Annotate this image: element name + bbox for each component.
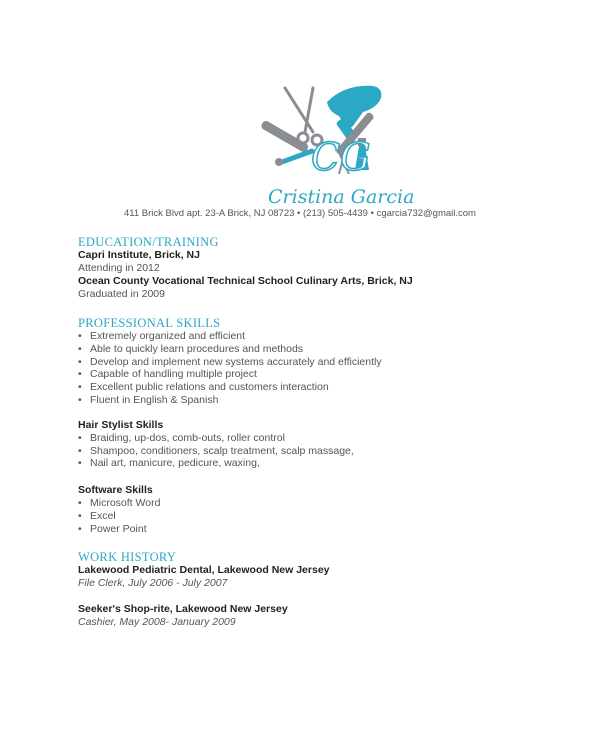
education-title: EDUCATION/TRAINING: [78, 235, 219, 249]
list-item: • Able to quickly learn procedures and methods: [78, 343, 538, 356]
list-item: • Extremely organized and efficient: [78, 330, 538, 343]
list-item: • Power Point: [78, 523, 538, 536]
work-role: Cashier, May 2008- January 2009: [78, 616, 236, 628]
software-skills-list: [78, 497, 538, 535]
skills-section: [78, 316, 538, 536]
work-role: File Clerk, July 2006 - July 2007: [78, 577, 228, 589]
contact-line: 411 Brick Blvd apt. 23-A Brick, NJ 08723 • (213) 505-4439 • cgarcia732@gmail.com: [124, 208, 476, 219]
work-employer: Seeker's Shop-rite, Lakewood New Jersey: [78, 603, 288, 615]
list-item: • Microsoft Word: [78, 497, 538, 510]
makeup-brush-icon: [275, 148, 315, 166]
list-item: • Nail art, manicure, pedicure, waxing,: [78, 457, 538, 470]
header-name: Cristina Garcia: [268, 186, 415, 208]
list-item: • Excel: [78, 510, 538, 523]
education-detail: Attending in 2012: [78, 262, 160, 274]
work-employer: Lakewood Pediatric Dental, Lakewood New Jersey: [78, 564, 330, 576]
skills-list: [78, 330, 538, 407]
work-title: WORK HISTORY: [78, 550, 177, 564]
list-item: • Capable of handling multiple project: [78, 368, 538, 381]
education-school: Ocean County Vocational Technical School Culinary Arts, Brick, NJ: [78, 275, 413, 287]
list-item: • Shampoo, conditioners, scalp treatment, scalp massage,: [78, 445, 538, 458]
software-skills-title: Software Skills: [78, 484, 153, 497]
hair-skills-title: Hair Stylist Skills: [78, 418, 164, 431]
salon-tools-logo: [255, 82, 395, 202]
logo-monogram: CG: [311, 135, 371, 179]
education-school: Capri Institute, Brick, NJ: [78, 249, 200, 261]
list-item: • Fluent in English & Spanish: [78, 394, 538, 407]
list-item: • Excellent public relations and customers interaction: [78, 381, 538, 394]
education-section: [78, 235, 538, 301]
brush-icon: [260, 120, 310, 154]
list-item: • Develop and implement new systems accurately and efficiently: [78, 356, 538, 369]
hair-skills-list: [78, 432, 538, 470]
list-item: • Braiding, up-dos, comb-outs, roller control: [78, 432, 538, 445]
education-detail: Graduated in 2009: [78, 288, 165, 300]
work-section: [78, 550, 538, 629]
skills-title: PROFESSIONAL SKILLS: [78, 316, 221, 330]
